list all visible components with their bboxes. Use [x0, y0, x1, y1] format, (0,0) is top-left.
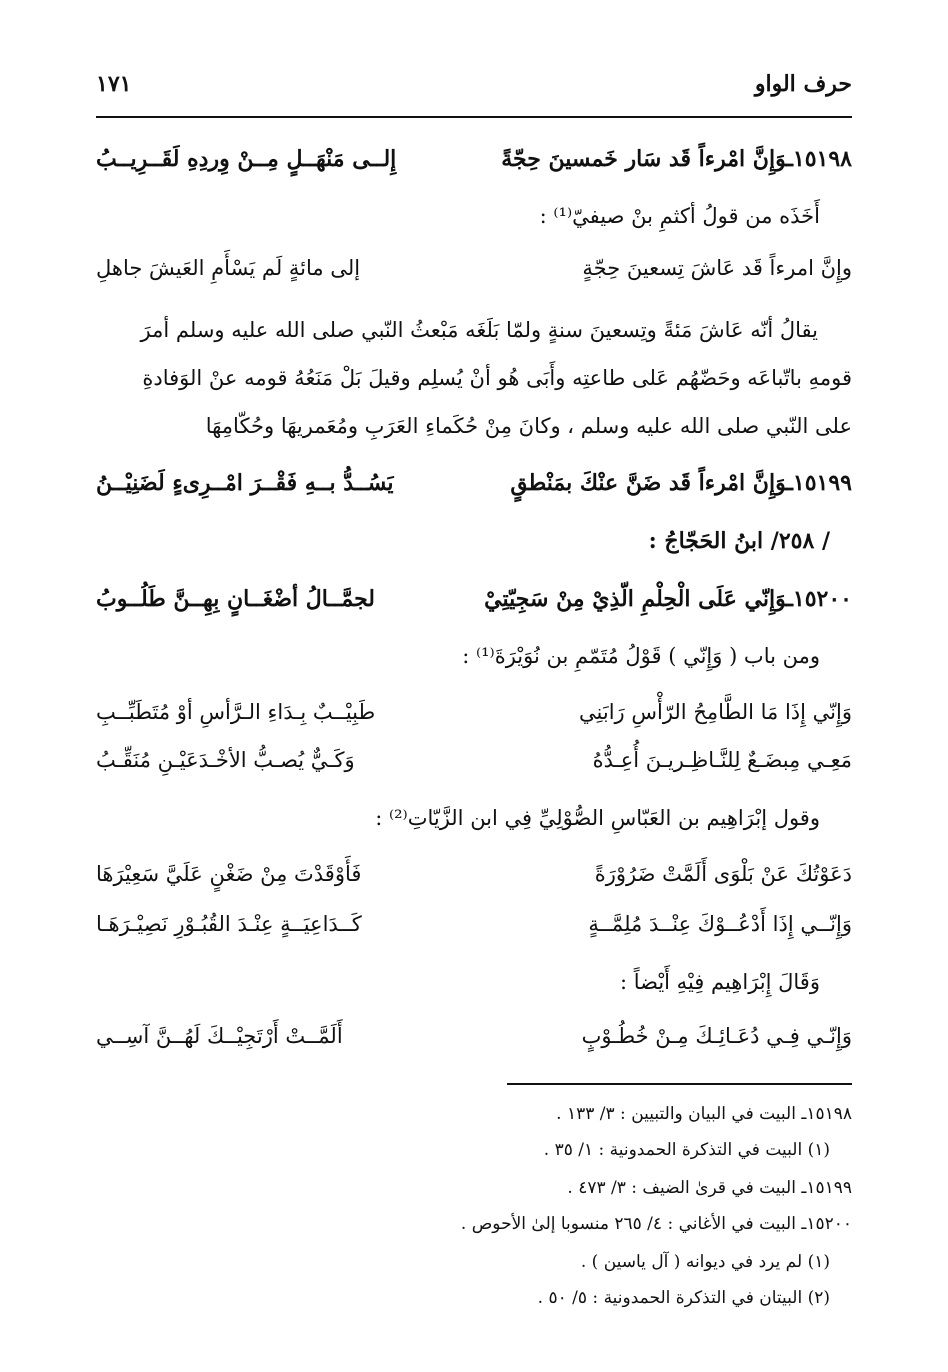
prose-line: على النّبي صلى الله عليه وسلم ، وكانَ مِنْ حُكَماءِ العَرَبِ ومُعَمريهَا وحُكّامِهَا: [205, 414, 852, 438]
prose-line: ومن باب ( وَإِنّي ) قَوْلُ مُتَمّمِ بن نُوَيْرَةَ⁽¹⁾ :: [462, 644, 820, 668]
footnote: (٢) البيتان في التذكرة الحمدونية : ٥/ ٥٠ .: [537, 1288, 830, 1308]
verse-hemistich-second: كَــدَاعِيَــةٍ عِنْـدَ القُبُـوْرِ نَصِيْـرَهَـا: [96, 912, 362, 936]
verse-line: [96, 586, 852, 612]
verse-hemistich-second: أَلَمَّــتْ أَرْتَجِيْــكَ لَهُــنَّ آسِــي: [96, 1024, 343, 1048]
footnote-rule: [507, 1083, 852, 1085]
poet-heading: / ٢٥٨/ ابنُ الحَجّاجُ :: [648, 528, 830, 554]
verse-hemistich-first: مَعِـي مِبضَـعٌ لِلنَّـاظِـريـنَ أُعِـدُّهُ: [592, 748, 852, 772]
footnote: ١٥٢٠٠ـ البيت في الأغاني : ٤/ ٢٦٥ منسوبا إلىٰ الأحوص .: [460, 1214, 852, 1234]
verse-hemistich-first: وَإِنّي عَلَى الْحِلْمِ الّذِيْ مِنْ سَجِيّتِيْ: [484, 586, 787, 612]
section-title: حرف الواو: [754, 71, 852, 97]
verse-line: [96, 470, 852, 496]
footnote: (١) البيت في التذكرة الحمدونية : ١/ ٣٥ .: [543, 1140, 830, 1160]
verse-hemistich-second: إِلــى مَنْهَــلٍ مِــنْ وِردِهِ لَقَــرِيــبُ: [96, 146, 397, 172]
verse-hemistich-second: يَسُــدُّ بــهِ فَقْــرَ امْــرِىءٍ لَضَنِيْــنُ: [96, 470, 394, 496]
verse-hemistich-second: وَكَـيٌّ يُصـبُّ الأخْـدَعَيْـنِ مُنَقِّـبُ: [96, 748, 355, 772]
verse-hemistich-first: دَعَوْتُكَ عَنْ بَلْوَى أَلَمَّتْ ضَرُوْرَةً: [594, 862, 852, 886]
verse-hemistich-first: وَإِنَّ امْرءاً قَد سَار خَمسينَ حِجّةً: [501, 146, 787, 172]
footnote: ١٥١٩٨ـ البيت في البيان والتبيين : ٣/ ١٣٣ .: [556, 1104, 852, 1124]
verse-number: ١٥١٩٩ـ: [786, 470, 852, 496]
header-rule: [96, 116, 852, 118]
verse-hemistich-first: وَإِنّـي فِـي دُعَـائِـكَ مِـنْ خُطُـوْبٍ: [581, 1024, 852, 1048]
footnote: (١) لم يرد في ديوانه ( آل ياسين ) .: [580, 1252, 830, 1272]
verse-hemistich-first: وإِنَّ امرءاً قَد عَاشَ تِسعينَ حِجّةٍ: [582, 256, 852, 280]
verse-hemistich-second: فَأَوْقَدْتَ مِنْ ضَغْنٍ عَلَيَّ سَعِيْرَهَا: [96, 862, 362, 886]
verse-line: [96, 256, 852, 281]
verse-number: ١٥٢٠٠ـ: [786, 586, 852, 612]
page-header: [96, 62, 852, 106]
prose-line: وَقَالَ إِبْرَاهِيم فِيْهِ أَيْضاً :: [619, 970, 820, 994]
prose-line: وقول إبْرَاهِيم بن العَبّاسِ الصُّوْلِيِّ فِي ابن الزَّيّاتِ⁽²⁾ :: [375, 806, 820, 830]
prose-line: أَخَذَه من قولُ أكثمِ بنْ صيفيّ⁽¹⁾ :: [539, 204, 820, 228]
verse-hemistich-second: طَبِيْــبٌ بِـدَاءِ الـرَّأسِ أوْ مُتَطَبِّــبِ: [96, 700, 376, 724]
verse-hemistich-second: لجمَّــالُ أضْغَــانٍ بِهِــنَّ طَلُــوبُ: [96, 586, 375, 612]
footnote: ١٥١٩٩ـ البيت في قرىٰ الضيف : ٣/ ٤٧٣ .: [567, 1178, 852, 1198]
verse-line: [96, 748, 852, 773]
verse-line: [96, 912, 852, 937]
page-number: ١٧١: [96, 71, 132, 97]
verse-hemistich-first: وَإِنّي إِذَا مَا الطَّامِحُ الرّأْسِ رَابَنِي: [579, 700, 852, 724]
verse-line: [96, 1024, 852, 1049]
verse-line: [96, 146, 852, 172]
prose-line: قومهِ باتّباعَه وحَضّهُم عَلى طاعتِه وأَبَى هُو أنْ يُسلِم وقيلَ بَلْ مَنَعُهُ قومه عنْ الوَفادةِ: [142, 366, 852, 390]
verse-hemistich-first: وَإِنّــي إِذَا أَدْعُــوْكَ عِنْــدَ مُلِمَّــةٍ: [588, 912, 852, 936]
verse-line: [96, 862, 852, 887]
verse-line: [96, 700, 852, 725]
verse-hemistich-second: إلى مائةٍ لَم يَسْأَمِ العَيشَ جاهلِ: [96, 256, 361, 280]
verse-number: ١٥١٩٨ـ: [786, 146, 852, 172]
prose-line: يقالُ أنّه عَاشَ مَئةً وتِسعينَ سنةٍ ولمّا بَلَغَه مَبْعثُ النّبي صلى الله عليه وسلم أمرَ: [140, 318, 818, 342]
verse-hemistich-first: وَإِنَّ امْرءاً قَد ضَنَّ عنْكَ بمَنْطقٍ: [510, 470, 787, 496]
